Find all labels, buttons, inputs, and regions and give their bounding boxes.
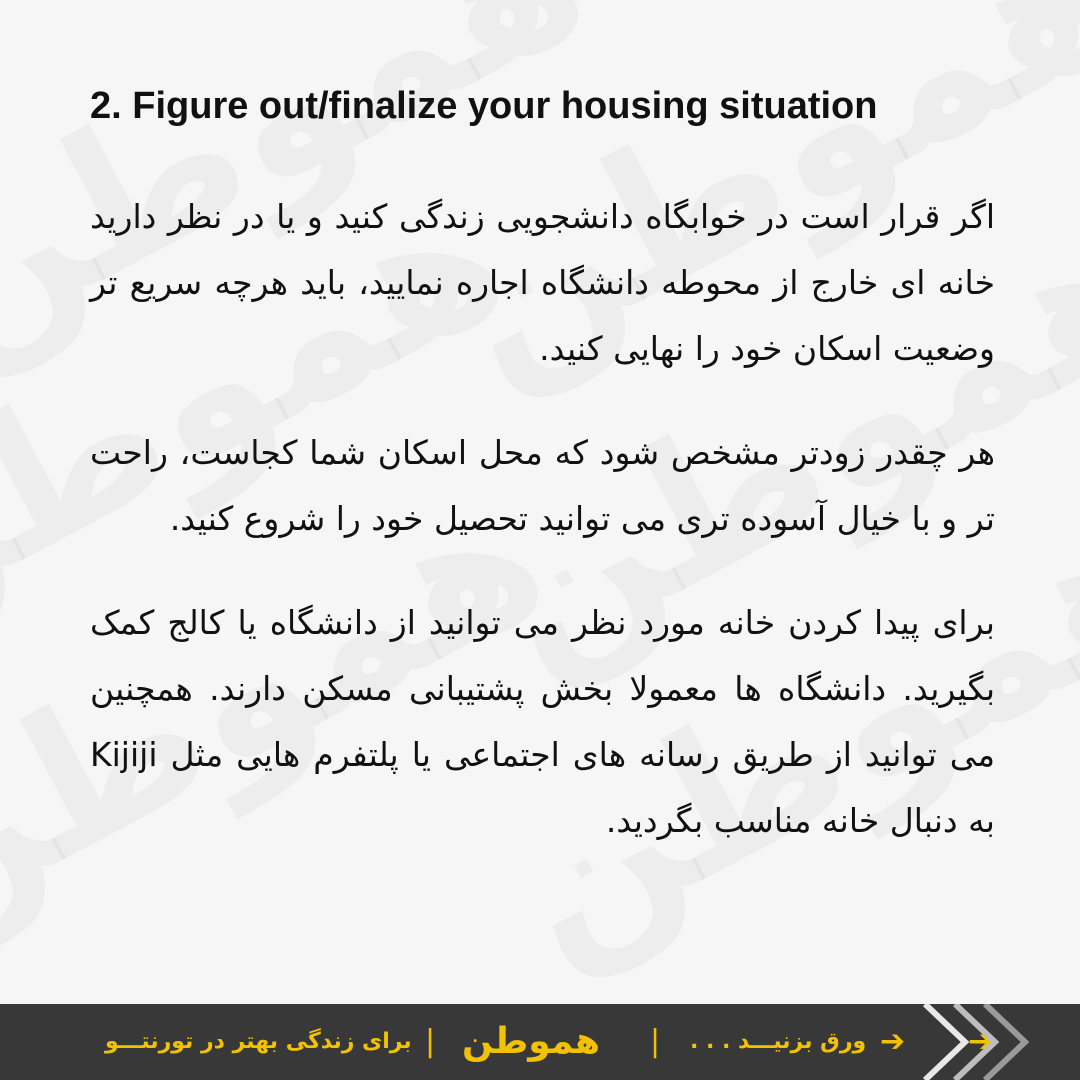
footer-bar <box>0 1004 1080 1080</box>
paragraph-housing-intro: اگر قرار است در خوابگاه دانشجویی زندگی کنید و یا در نظر دارید خانه ای خارج از محوطه دانشگاه اجاره نمایید، باید هرچه سریع تر وضعیت اسکان خود را نهایی کنید. <box>90 197 995 368</box>
arrow-right-icon: ➔ <box>880 1024 906 1059</box>
paragraph-housing-early: هر چقدر زودتر مشخص شود که محل اسکان شما کجاست، راحت تر و با خیال آسوده تری می توانید تحصیل خود را شروع کنید. <box>90 433 995 538</box>
footer-separator: | <box>650 1024 661 1059</box>
chevron-right-icon <box>910 1004 1060 1080</box>
footer-tagline: برای زندگی بهتر در تورنتـــو <box>105 1029 412 1054</box>
swipe-hint: ورق بزنیـــد . . . <box>690 1029 867 1054</box>
section-heading: 2. Figure out/finalize your housing situation <box>90 85 878 127</box>
brand-logo: هموطن <box>462 1021 600 1062</box>
paragraph-housing-search: برای پیدا کردن خانه مورد نظر می توانید از دانشگاه یا کالج کمک بگیرید. دانشگاه ها معمولا بخش پشتیبانی مسکن دارند. همچنین می توانید از طریق رسانه های اجتماعی یا پلتفرم هایی مثل Kijiji به دنبال خانه مناسب بگردید. <box>90 603 995 840</box>
arrow-right-icon[interactable]: ➔ <box>968 1024 994 1059</box>
main-content <box>90 80 995 892</box>
footer-separator: | <box>425 1024 436 1059</box>
